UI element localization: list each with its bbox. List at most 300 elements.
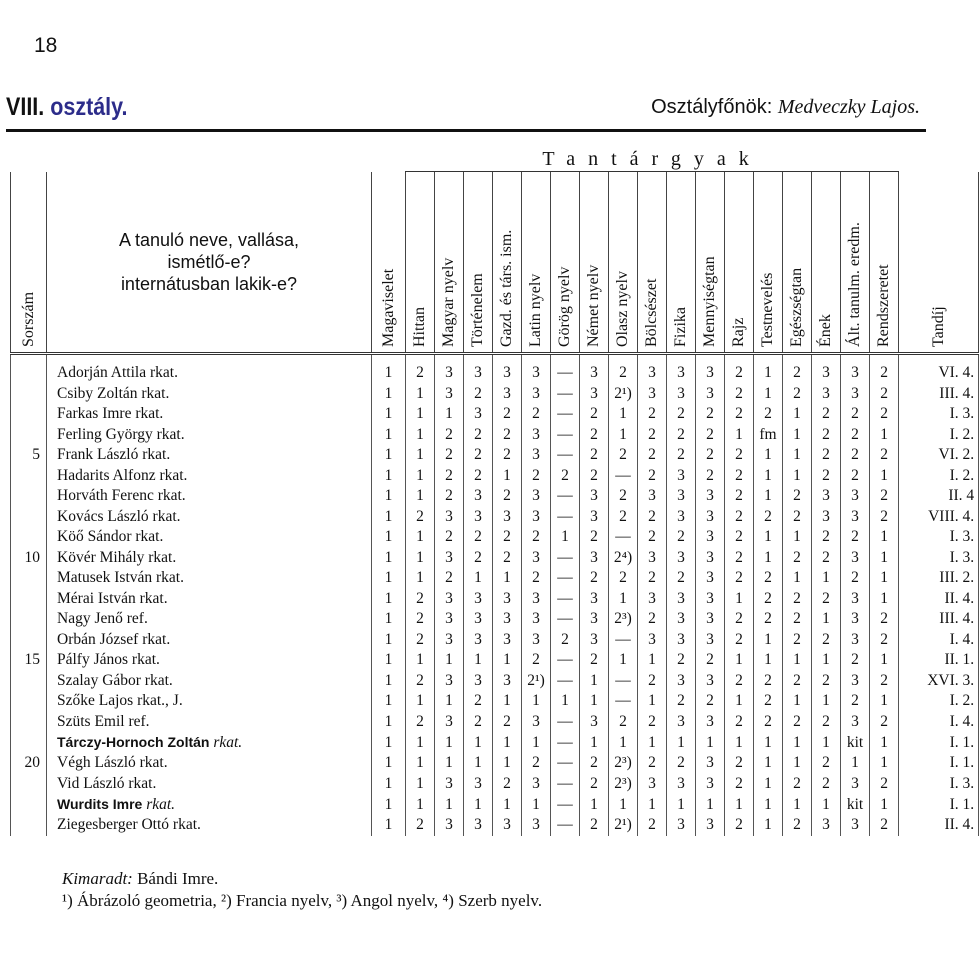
grade-cell: 1: [493, 466, 522, 487]
grade-cell: 3: [522, 354, 551, 384]
grade-cell: 1: [609, 732, 638, 753]
grade-cell: 2: [638, 466, 667, 487]
grade-cell: —: [551, 568, 580, 589]
col-header-subject-5: [493, 172, 522, 354]
grade-cell: 3: [493, 671, 522, 692]
tuition-cell: I. 3.: [899, 404, 979, 425]
grade-cell: 2: [841, 425, 870, 446]
grade-cell: kit: [841, 732, 870, 753]
grade-cell: 1: [783, 732, 812, 753]
tuition-cell: II. 1.: [899, 650, 979, 671]
tuition-cell: I. 2.: [899, 691, 979, 712]
grade-cell: 1: [551, 527, 580, 548]
grade-cell: 1: [372, 712, 406, 733]
grade-cell: 2: [609, 486, 638, 507]
tuition-cell: I. 1.: [899, 732, 979, 753]
grade-cell: 3: [522, 384, 551, 405]
student-name: Szőke Lajos rkat., J.: [47, 691, 372, 712]
col-header-label: Hittan: [411, 307, 428, 347]
col-header-label: Fizika: [672, 307, 689, 347]
grade-cell: 1: [638, 732, 667, 753]
table-row: [11, 404, 979, 425]
grade-cell: 1: [580, 671, 609, 692]
grade-cell: 3: [696, 568, 725, 589]
grade-cell: 3: [464, 630, 493, 651]
grade-cell: 2: [406, 712, 435, 733]
grade-cell: 1: [609, 425, 638, 446]
grade-cell: 2: [812, 712, 841, 733]
grade-cell: 2: [493, 486, 522, 507]
col-header-label: Ált. tanulm. eredm.: [846, 222, 863, 347]
grade-cell: 2: [638, 712, 667, 733]
table-row: [11, 794, 979, 815]
grade-cell: 3: [696, 589, 725, 610]
grade-cell: 2: [812, 466, 841, 487]
grade-cell: 2: [464, 691, 493, 712]
grade-cell: 2: [667, 527, 696, 548]
grade-cell: 3: [580, 548, 609, 569]
grade-cell: 1: [406, 732, 435, 753]
col-header-label: Egészségtan: [788, 267, 805, 347]
grade-cell: 1: [372, 354, 406, 384]
student-name: Vid László rkat.: [47, 774, 372, 795]
student-name: Szalay Gábor rkat.: [47, 671, 372, 692]
grade-cell: 2: [580, 404, 609, 425]
grade-cell: 3: [580, 384, 609, 405]
grade-cell: 2: [580, 650, 609, 671]
name-header-line: internátusban lakik-e?: [120, 273, 298, 294]
grade-cell: 1: [812, 568, 841, 589]
col-header-subject-1: [372, 172, 406, 354]
grade-cell: 3: [667, 712, 696, 733]
grade-cell: —: [551, 486, 580, 507]
grade-cell: 2: [841, 466, 870, 487]
grade-cell: 3: [696, 753, 725, 774]
grade-cell: 2: [638, 671, 667, 692]
grade-cell: 3: [435, 712, 464, 733]
grade-cell: 2: [522, 753, 551, 774]
grade-cell: 3: [580, 486, 609, 507]
grade-cell: 2: [812, 630, 841, 651]
teacher-name: Medveczky Lajos.: [777, 96, 920, 118]
grade-cell: 1: [372, 425, 406, 446]
grade-cell: 1: [372, 445, 406, 466]
grade-cell: 3: [580, 354, 609, 384]
grade-cell: 2: [580, 774, 609, 795]
grade-cell: 2: [870, 486, 899, 507]
grade-cell: 3: [464, 774, 493, 795]
grade-cell: 2: [725, 609, 754, 630]
grade-cell: 1: [372, 589, 406, 610]
grade-cell: 2: [870, 630, 899, 651]
grade-cell: 1: [870, 466, 899, 487]
row-number: [11, 507, 47, 528]
grade-cell: 3: [667, 609, 696, 630]
grade-cell: 2: [435, 568, 464, 589]
grade-cell: —: [609, 466, 638, 487]
col-header-label: Német nyelv: [585, 264, 602, 347]
grade-cell: 3: [522, 445, 551, 466]
grade-cell: 2: [638, 568, 667, 589]
grade-cell: 2: [725, 568, 754, 589]
grade-cell: 2: [783, 774, 812, 795]
grade-cell: 2: [667, 445, 696, 466]
grade-cell: —: [551, 548, 580, 569]
row-number: [11, 354, 47, 384]
table-row: [11, 589, 979, 610]
grade-cell: 2: [783, 589, 812, 610]
grade-cell: 1: [406, 691, 435, 712]
grade-cell: 2: [725, 527, 754, 548]
col-header-label: Görög nyelv: [556, 266, 573, 347]
grade-cell: 3: [522, 815, 551, 836]
grade-cell: 3: [696, 527, 725, 548]
grade-cell: 2: [754, 712, 783, 733]
table-row: [11, 384, 979, 405]
tuition-cell: II. 4.: [899, 815, 979, 836]
grade-cell: 1: [580, 794, 609, 815]
row-number: [11, 589, 47, 610]
grade-cell: 1: [812, 650, 841, 671]
grade-cell: 1: [754, 466, 783, 487]
grade-cell: 2: [493, 527, 522, 548]
grade-cell: 3: [696, 712, 725, 733]
col-header-subject-16: [812, 172, 841, 354]
table-row: [11, 466, 979, 487]
grade-cell: 2: [725, 384, 754, 405]
grade-cell: fm: [754, 425, 783, 446]
grade-cell: 2: [638, 404, 667, 425]
grade-cell: 1: [754, 753, 783, 774]
grade-cell: —: [609, 527, 638, 548]
grade-cell: 3: [667, 815, 696, 836]
grade-cell: 2: [783, 548, 812, 569]
grade-cell: 1: [372, 527, 406, 548]
tuition-cell: XVI. 3.: [899, 671, 979, 692]
student-name: Adorján Attila rkat.: [47, 354, 372, 384]
col-header-label: Történelem: [469, 273, 486, 347]
grade-cell: 3: [841, 354, 870, 384]
grade-cell: 1: [522, 794, 551, 815]
student-name: Farkas Imre rkat.: [47, 404, 372, 425]
grade-cell: 1: [609, 404, 638, 425]
grade-cell: 3: [464, 486, 493, 507]
grade-cell: 1: [464, 568, 493, 589]
grade-cell: 1: [372, 774, 406, 795]
grade-cell: 3: [841, 589, 870, 610]
table-row: [11, 815, 979, 836]
grade-cell: 3: [667, 486, 696, 507]
col-header-label: Sorszám: [19, 291, 37, 347]
grade-cell: 1: [406, 568, 435, 589]
row-number: 20: [11, 753, 47, 774]
student-religion: rkat.: [209, 734, 243, 751]
grade-cell: 2¹): [609, 815, 638, 836]
table-row: [11, 527, 979, 548]
grade-cell: 1: [725, 425, 754, 446]
grade-cell: 1: [841, 753, 870, 774]
grade-cell: 1: [372, 486, 406, 507]
grade-cell: 2³): [609, 609, 638, 630]
grade-cell: 1: [372, 815, 406, 836]
class-label: osztály.: [50, 93, 128, 121]
grade-cell: 1: [406, 404, 435, 425]
grade-cell: 1: [372, 650, 406, 671]
grade-cell: 3: [667, 507, 696, 528]
grade-cell: 1: [754, 732, 783, 753]
footnote-list: ¹) Ábrázoló geometria, ²) Francia nyelv, ³) Angol nyelv, ⁴) Szerb nyelv.: [62, 891, 543, 910]
student-name: Végh László rkat.: [47, 753, 372, 774]
grade-cell: 1: [783, 568, 812, 589]
grade-cell: 3: [580, 609, 609, 630]
grade-cell: 1: [406, 445, 435, 466]
col-header-label: Gazd. és társ. ism.: [498, 229, 515, 347]
grade-cell: 2: [783, 671, 812, 692]
col-header-label: Testnevelés: [759, 272, 776, 347]
grade-cell: 2: [725, 445, 754, 466]
grade-cell: 2: [406, 507, 435, 528]
grade-cell: 2: [638, 753, 667, 774]
table-row: [11, 691, 979, 712]
grade-cell: 2: [696, 691, 725, 712]
col-header-subject-18: [870, 172, 899, 354]
grade-cell: 3: [522, 630, 551, 651]
table-row: [11, 732, 979, 753]
grade-cell: 3: [667, 630, 696, 651]
grade-cell: 2: [783, 354, 812, 384]
grade-cell: 2: [783, 712, 812, 733]
class-title: [6, 93, 127, 122]
grade-cell: 2: [754, 671, 783, 692]
grade-cell: 1: [870, 794, 899, 815]
col-header-label: Mennyiségtan: [701, 256, 718, 347]
grade-cell: 1: [493, 732, 522, 753]
student-name: Ferling György rkat.: [47, 425, 372, 446]
grade-cell: 3: [435, 354, 464, 384]
row-number: [11, 609, 47, 630]
grade-cell: 1: [783, 404, 812, 425]
grade-cell: 3: [522, 425, 551, 446]
grade-cell: 1: [638, 650, 667, 671]
grade-cell: 1: [870, 732, 899, 753]
grade-cell: 2: [870, 507, 899, 528]
grade-cell: 2: [406, 609, 435, 630]
grade-cell: 2: [667, 404, 696, 425]
grade-cell: 1: [783, 445, 812, 466]
col-header-label: Magyar nyelv: [440, 257, 457, 347]
grade-cell: —: [609, 630, 638, 651]
grade-cell: 2: [522, 466, 551, 487]
grade-cell: 1: [696, 732, 725, 753]
grade-cell: 2: [812, 425, 841, 446]
grade-cell: 2: [667, 691, 696, 712]
table-row: [11, 630, 979, 651]
grade-cell: 3: [812, 815, 841, 836]
grade-cell: 1: [372, 384, 406, 405]
tuition-cell: VIII. 4.: [899, 507, 979, 528]
grade-cell: 2: [783, 609, 812, 630]
grade-cell: —: [551, 815, 580, 836]
grade-cell: 2: [638, 609, 667, 630]
grade-cell: 2: [783, 384, 812, 405]
grade-cell: 2: [841, 445, 870, 466]
grade-cell: 3: [435, 384, 464, 405]
row-number: [11, 466, 47, 487]
grade-cell: 3: [522, 609, 551, 630]
grade-cell: 1: [783, 466, 812, 487]
grade-cell: —: [551, 445, 580, 466]
grade-cell: 1: [372, 404, 406, 425]
grade-cell: 3: [493, 354, 522, 384]
grade-cell: 1: [609, 589, 638, 610]
grade-cell: 2: [812, 548, 841, 569]
grade-cell: 2: [551, 466, 580, 487]
grade-cell: —: [551, 712, 580, 733]
grade-cell: 3: [812, 384, 841, 405]
grade-cell: 1: [754, 527, 783, 548]
tuition-cell: I. 2.: [899, 466, 979, 487]
grade-cell: 1: [754, 354, 783, 384]
grade-cell: 3: [841, 609, 870, 630]
grade-cell: 2: [841, 650, 870, 671]
grade-cell: 3: [435, 630, 464, 651]
col-header-label: Ének: [817, 314, 834, 347]
row-number: [11, 527, 47, 548]
grade-cell: 3: [667, 671, 696, 692]
grade-cell: —: [551, 425, 580, 446]
student-name: Orbán József rkat.: [47, 630, 372, 651]
grade-cell: 1: [406, 753, 435, 774]
grade-cell: 2: [580, 753, 609, 774]
grade-cell: 2: [841, 691, 870, 712]
grade-cell: —: [551, 671, 580, 692]
grade-cell: 3: [493, 815, 522, 836]
col-header-subject-11: [667, 172, 696, 354]
grade-cell: 3: [696, 354, 725, 384]
grade-cell: 1: [609, 794, 638, 815]
table-header: [11, 146, 979, 354]
grade-cell: 2: [638, 507, 667, 528]
grade-cell: 2: [638, 527, 667, 548]
grade-cell: 3: [580, 589, 609, 610]
grade-cell: 1: [812, 691, 841, 712]
grade-cell: 1: [406, 486, 435, 507]
grade-cell: 1: [812, 794, 841, 815]
grade-cell: 3: [493, 589, 522, 610]
grade-cell: 1: [372, 466, 406, 487]
grade-cell: 1: [435, 404, 464, 425]
row-number: [11, 384, 47, 405]
grade-cell: 1: [435, 732, 464, 753]
grade-cell: 2: [435, 466, 464, 487]
grade-cell: 3: [841, 548, 870, 569]
grade-cell: 2³): [609, 753, 638, 774]
grade-cell: 3: [435, 609, 464, 630]
grade-cell: 3: [696, 630, 725, 651]
tuition-cell: I. 1.: [899, 753, 979, 774]
grade-cell: 2: [609, 568, 638, 589]
grade-cell: 2: [696, 404, 725, 425]
grade-cell: 3: [493, 507, 522, 528]
grade-cell: 2: [812, 527, 841, 548]
grade-cell: 1: [783, 753, 812, 774]
grade-cell: 2: [783, 486, 812, 507]
grade-cell: 3: [638, 630, 667, 651]
col-header-subject-6: [522, 172, 551, 354]
grade-cell: 1: [372, 548, 406, 569]
row-number: 10: [11, 548, 47, 569]
grade-cell: 2: [522, 404, 551, 425]
grade-cell: 1: [783, 425, 812, 446]
student-name: [47, 794, 372, 815]
table-row: [11, 753, 979, 774]
grade-cell: 1: [493, 568, 522, 589]
grade-cell: 3: [696, 609, 725, 630]
table-row: [11, 650, 979, 671]
grade-cell: —: [551, 609, 580, 630]
grade-cell: 2³): [609, 774, 638, 795]
name-header-line: ismétlő-e?: [167, 251, 251, 272]
row-number: [11, 404, 47, 425]
row-number: [11, 630, 47, 651]
row-number: 5: [11, 445, 47, 466]
grade-cell: 1: [406, 466, 435, 487]
table-row: [11, 548, 979, 569]
grade-cell: 2: [493, 712, 522, 733]
grade-cell: 2: [406, 589, 435, 610]
grade-cell: 2: [841, 568, 870, 589]
grade-cell: 1: [870, 650, 899, 671]
grade-cell: 3: [522, 589, 551, 610]
grade-cell: 1: [406, 548, 435, 569]
grade-cell: 2: [609, 712, 638, 733]
grade-cell: 1: [435, 691, 464, 712]
grade-cell: 2: [870, 815, 899, 836]
grade-cell: 1: [580, 691, 609, 712]
grade-cell: 2: [406, 671, 435, 692]
tuition-cell: I. 2.: [899, 425, 979, 446]
grade-cell: 2: [696, 466, 725, 487]
grade-cell: 1: [464, 753, 493, 774]
grade-cell: 2: [464, 712, 493, 733]
grades-table: [10, 146, 979, 836]
grade-cell: 2: [580, 425, 609, 446]
tuition-cell: I. 4.: [899, 630, 979, 651]
grade-cell: 3: [841, 774, 870, 795]
grade-cell: 2: [667, 568, 696, 589]
grade-cell: 1: [725, 650, 754, 671]
grade-cell: 2: [435, 486, 464, 507]
grade-cell: 2: [812, 589, 841, 610]
grade-cell: 3: [667, 548, 696, 569]
grade-cell: —: [609, 671, 638, 692]
name-header-line: A tanuló neve, vallása,: [118, 229, 300, 250]
grade-cell: 3: [812, 486, 841, 507]
grade-cell: 1: [754, 384, 783, 405]
grade-cell: 2: [870, 712, 899, 733]
grade-cell: 1: [522, 691, 551, 712]
grade-cell: 1: [783, 794, 812, 815]
grade-cell: 2¹): [522, 671, 551, 692]
grade-cell: 2: [667, 753, 696, 774]
grade-cell: 1: [754, 815, 783, 836]
grade-cell: —: [551, 384, 580, 405]
grade-cell: 2: [667, 650, 696, 671]
grade-cell: —: [551, 650, 580, 671]
grade-cell: 3: [493, 609, 522, 630]
grade-cell: 2: [870, 445, 899, 466]
grade-cell: 1: [754, 650, 783, 671]
